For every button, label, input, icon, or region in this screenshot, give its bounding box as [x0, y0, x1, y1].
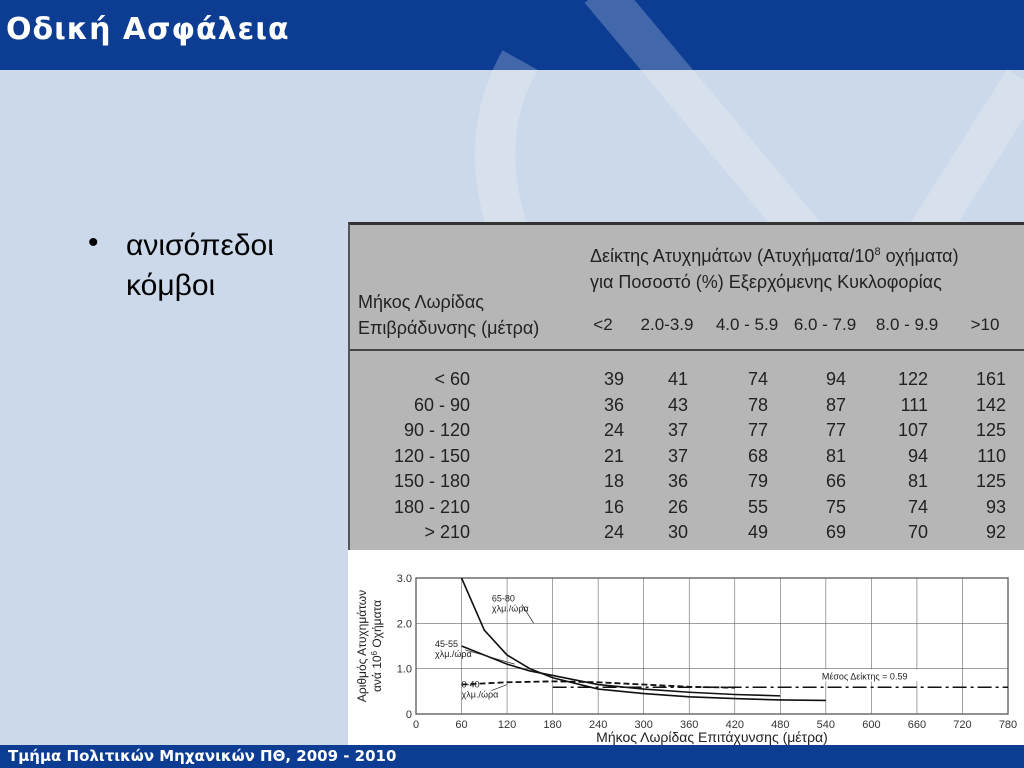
accident-chart — [348, 552, 1024, 745]
table-cell: 94 — [907, 445, 928, 466]
y-tick-label: 2.0 — [396, 618, 412, 631]
table-cell: 24 — [603, 420, 624, 440]
x-tick-label: 0 — [412, 719, 420, 731]
table-cell: 79 — [747, 471, 768, 491]
column-header-superscript: 8 — [874, 246, 881, 258]
y-tick-label: 1.0 — [396, 663, 412, 676]
series-label — [435, 639, 472, 659]
series-label — [492, 593, 529, 613]
table-cell: 43 — [667, 394, 688, 415]
table-cell: 111 — [900, 394, 928, 415]
x-tick-label: 420 — [725, 719, 744, 731]
table-cell: 26 — [667, 496, 688, 517]
table-row-header — [358, 289, 539, 341]
y-axis-label-superscript: 6 — [370, 650, 379, 656]
table-row-label: 120 - 150 — [393, 445, 470, 466]
x-tick-label: 540 — [816, 719, 836, 731]
table-cell: 93 — [985, 496, 1006, 517]
series-label-part: 65-80 — [491, 593, 515, 604]
x-tick-label: 600 — [862, 719, 881, 731]
table-cell: 78 — [747, 394, 768, 415]
x-tick-label: 360 — [680, 719, 699, 731]
series-label-part: 45-55 — [434, 638, 459, 649]
bullet-marker: • — [88, 226, 99, 259]
table-cell: 69 — [825, 522, 846, 542]
table-cell: 142 — [975, 394, 1006, 415]
table-cell: 74 — [907, 496, 928, 517]
table-cell: 70 — [907, 522, 928, 542]
x-axis-label: Μήκος Λωρίδας Επιτάχυνσης (μέτρα) — [596, 729, 828, 745]
series-label-part: χλμ./ώρα — [491, 603, 529, 614]
table-column-header — [590, 239, 959, 295]
table-cell: 49 — [747, 522, 768, 542]
table-cell: 30 — [667, 522, 688, 542]
table-cell: 16 — [603, 496, 624, 517]
table-row-label: 150 - 180 — [393, 471, 470, 491]
table-cell: 66 — [825, 471, 846, 491]
table-cell: 81 — [825, 445, 846, 466]
reference-line-label: Μέσος Δείκτης = 0.59 — [821, 671, 908, 682]
table-rule — [350, 349, 1024, 351]
table-cell: 36 — [603, 394, 624, 415]
scanned-figure — [348, 222, 1024, 745]
x-tick-label: 120 — [497, 719, 517, 731]
table-cell: 122 — [897, 369, 928, 389]
table-cell: 81 — [907, 471, 928, 491]
column-header-line1-end: οχήματα) — [880, 246, 959, 266]
bullet-text: ανισόπεδοι κόμβοι — [126, 229, 274, 302]
table-cell: 37 — [667, 420, 688, 440]
x-tick-label: 480 — [771, 719, 790, 731]
table-row-label: 90 - 120 — [403, 420, 470, 440]
series-label-part: χλμ./ώρα — [461, 689, 499, 700]
y-tick-label: 0 — [405, 709, 412, 721]
column-header-line2: για Ποσοστό (%) Εξερχόμενης Κυκλοφορίας — [590, 272, 942, 292]
table-cell: 21 — [603, 445, 624, 466]
column-header-line1: Δείκτης Ατυχημάτων (Ατυχήματα/10 — [590, 246, 875, 266]
table-cell: 75 — [825, 496, 846, 517]
row-header-line1: Μήκος Λωρίδας — [358, 292, 484, 312]
table-cell: 125 — [975, 471, 1006, 491]
table-cell: 94 — [825, 369, 846, 389]
table-cell: 77 — [747, 420, 768, 440]
table-row-label: 60 - 90 — [413, 394, 470, 415]
row-header-line2: Επιβράδυνσης (μέτρα) — [358, 318, 540, 338]
table-cell: 18 — [603, 471, 624, 491]
x-tick-label: 60 — [455, 719, 468, 731]
table-column-label: 2.0-3.9 — [640, 315, 694, 334]
accident-rate-table — [348, 222, 1024, 550]
chart-ticks — [397, 573, 1017, 731]
table-row-label: < 60 — [434, 369, 470, 389]
x-tick-label: 660 — [907, 719, 927, 731]
table-cell: 110 — [977, 445, 1006, 466]
x-tick-label: 780 — [998, 719, 1018, 731]
table-column-label: >10 — [970, 315, 1000, 334]
x-tick-label: 180 — [543, 719, 562, 731]
table-cell: 24 — [603, 522, 624, 542]
x-tick-label: 240 — [588, 719, 608, 731]
table-cell: 125 — [975, 420, 1006, 440]
table-cell: 77 — [825, 420, 846, 440]
title-bar — [0, 0, 1024, 70]
table-cell: 41 — [667, 369, 688, 389]
table-cell: 37 — [667, 445, 688, 466]
x-tick-label: 720 — [953, 719, 972, 731]
table-cell: 107 — [897, 420, 928, 440]
series-label-part: χλμ./ώρα — [434, 648, 472, 659]
y-axis-label-line1: Αριθμός Ατυχημάτων — [355, 589, 369, 703]
table-cell: 92 — [985, 522, 1006, 542]
table-column-label: 4.0 - 5.9 — [715, 315, 779, 334]
table-cell: 39 — [603, 369, 624, 389]
table-cell: 55 — [747, 496, 768, 517]
table-cell: 74 — [747, 369, 768, 389]
table-row-label: > 210 — [424, 522, 470, 542]
table-column-label: <2 — [593, 315, 613, 334]
table-cell: 36 — [667, 471, 688, 491]
series-label-part: 0-40 — [461, 679, 480, 690]
footer-text: Τμήμα Πολιτικών Μηχανικών ΠΘ, 2009 - 2010 — [8, 747, 397, 765]
y-tick-label: 3.0 — [396, 573, 412, 585]
y-axis-label-line2: ανά 10 — [370, 655, 384, 693]
y-axis-label — [355, 590, 384, 702]
y-axis-label-line2-end: Οχήματα — [370, 599, 384, 651]
table-cell: 68 — [747, 445, 768, 466]
slide-title: Οδική Ασφάλεια — [6, 12, 290, 47]
table-cell: 161 — [975, 369, 1006, 389]
table-row-label: 180 - 210 — [393, 496, 470, 517]
table-column-label: 6.0 - 7.9 — [793, 315, 857, 334]
table-column-label: 8.0 - 9.9 — [875, 315, 939, 334]
table-cell: 87 — [825, 394, 846, 415]
footer-bar — [0, 745, 1024, 768]
x-tick-label: 300 — [634, 719, 653, 731]
